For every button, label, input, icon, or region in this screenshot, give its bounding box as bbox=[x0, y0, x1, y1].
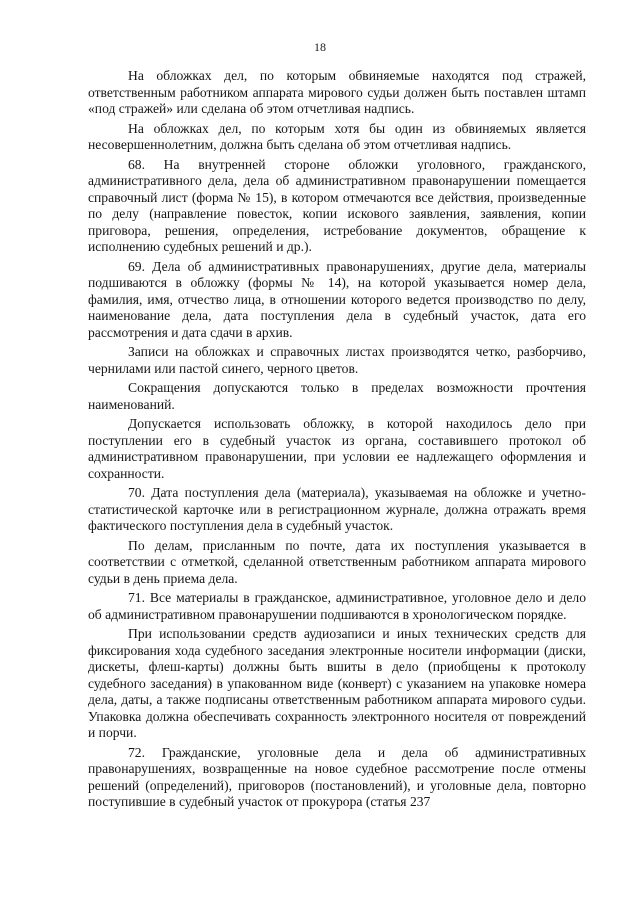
document-body bbox=[88, 68, 586, 814]
paragraph-minor-note: На обложках дел, по которым хотя бы один из обвиняемых является несовершеннолетним, должна быть сделана об этом отчетливая надпись. bbox=[88, 120, 586, 152]
paragraph-cover-entries: Записи на обложках и справочных листах производятся четко, разборчиво, чернилами или пастой синего, черного цветов. bbox=[88, 344, 586, 376]
paragraph-70-receipt-date: 70. Дата поступления дела (материала), указываемая на обложке и учетно-статистической карточке или в регистрационном журнале, должна отражать время фактического поступления дела в судебный участок. bbox=[88, 485, 586, 533]
paragraph-68-reference-sheet: 68. На внутренней стороне обложки уголовного, гражданского, административного дела, дела об административном правонарушении помещается справочный лист (форма № 15), в котором отмечаются все действия, произведенные по делу (направление повесток, копии искового заявления, заявления, копии приговора, решения, определения, истребование документов, обращение к исполнению судебных решений и др.). bbox=[88, 156, 586, 254]
paragraph-72-retrial: 72. Гражданские, уголовные дела и дела об административных правонарушениях, возвращенные на новое судебное рассмотрение после отмены решений (определений), приговоров (постановлений), и уголовные дела, повторно поступившие в судебный участок от прокурора (статья 237 bbox=[88, 744, 586, 809]
paragraph-custody-stamp: На обложках дел, по которым обвиняемые находятся под стражей, ответственным работником аппарата мирового судьи должен быть поставлен штамп «под стражей» или сделана об этом отчетливая надпись. bbox=[88, 68, 586, 116]
paragraph-69-case-cover: 69. Дела об административных правонарушениях, другие дела, материалы подшиваются в обложку (формы № 14), на которой указывается номер дела, фамилия, имя, отчество лица, в отношении которого ведется производство по делу, наименование дела, дата поступления дела в судебный участок, дата его рассмотрения и дата сдачи в архив. bbox=[88, 258, 586, 340]
paragraph-reuse-cover: Допускается использовать обложку, в которой находилось дело при поступлении его в судебный участок из органа, составившего протокол об административном правонарушении, при условии ее надлежащего оформления и сохранности. bbox=[88, 416, 586, 481]
paragraph-electronic-media: При использовании средств аудиозаписи и иных технических средств для фиксирования хода судебного заседания электронные носители информации (диски, дискеты, флеш-карты) должны быть вшиты в дело (приобщены к протоколу судебного заседания) в упакованном виде (конверт) с указанием на упаковке номера дела, даты, а также подписаны ответственным работником аппарата мирового судьи. Упаковка должна обеспечивать сохранность электронного носителя от повреждений и порчи. bbox=[88, 626, 586, 740]
page-number: 18 bbox=[314, 40, 326, 54]
paragraph-abbreviations: Сокращения допускаются только в пределах возможности прочтения наименований. bbox=[88, 380, 586, 412]
paragraph-postal-cases: По делам, присланным по почте, дата их поступления указывается в соответствии с отметкой, сделанной ответственным работником аппарата мирового судьи в день приема дела. bbox=[88, 537, 586, 586]
paragraph-71-chronological: 71. Все материалы в гражданское, административное, уголовное дело и дело об административном правонарушении подшиваются в хронологическом порядке. bbox=[88, 590, 586, 622]
